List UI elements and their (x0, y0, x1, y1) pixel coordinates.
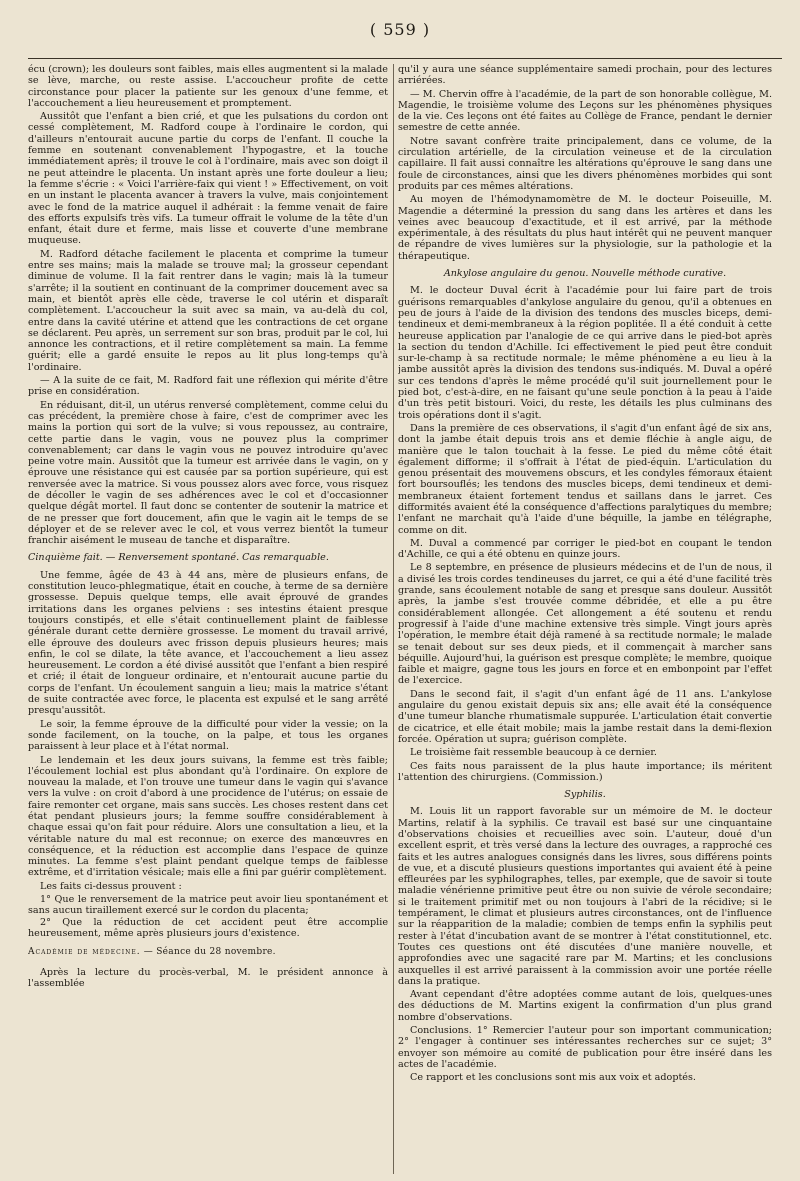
column-divider (393, 64, 394, 1174)
paragraph: M. Duval a commencé par corriger le pied-bot en coupant le tendon d'Achille, ce qui a été obtenu en quinze jours. (398, 537, 772, 561)
paragraph: qu'il y aura une séance supplémentaire samedi prochain, pour des lectures arriérées. (398, 64, 772, 87)
section-heading-cinquieme-fait: Cinquième fait. — Renversement spontané. Cas remarquable. (28, 552, 329, 564)
paragraph: Au moyen de l'hémodynamomètre de M. le docteur Poiseuille, M. Magendie a déterminé la pression du sang dans les artères et dans les veines avec beaucoup d'exactitude, et il est arrivé, par la méthode expérimentale, à des résultats du plus haut intérêt qui ne peuvent manquer de répandre de vives lumières sur la physiologie, sur la pathologie et la thérapeutique. (398, 194, 772, 262)
header-rule (28, 58, 782, 59)
paragraph: — A la suite de ce fait, M. Radford fait une réflexion qui mérite d'être prise en considération. (28, 375, 388, 398)
paragraph: Ce rapport et les conclusions sont mis aux voix et adoptés. (410, 1072, 696, 1084)
paragraph: Conclusions. 1° Remercier l'auteur pour son important communication; 2° l'engager à continuer ses intéressantes recherches sur ce sujet; 3° envoyer son mémoire au comité de publication pour être inséré dans les actes de l'académie. (398, 1025, 772, 1070)
section-heading-syphilis: Syphilis. (564, 789, 606, 801)
paragraph: écu (crown); les douleurs sont faibles, mais elles augmentent si la malade se lève, marche, ou reste assise. L'accoucheur profite de cette circonstance pour placer la patiente sur les genoux d'une femme, et l'accouchement a lieu heureusement et promptement. (28, 64, 388, 109)
paragraph: Ces faits nous paraissent de la plus haute importance; ils méritent l'attention des chirurgiens. (Commission.) (398, 760, 772, 783)
paragraph: En réduisant, dit-il, un utérus renversé complètement, comme celui du cas précédent, la première chose à faire, c'est de comprimer avec les mains la portion qui sort de la vulve; si vous repoussez, au contraire, cette partie dans le vagin, vous ne pouvez plus la comprimer convenablement; car dans le vagin vous ne pouvez introduire qu'avec peine votre main. Aussitôt que la tumeur est arrivée dans le vagin, on y éprouve une résistance qui est causée par sa portion supérieure, qui est renversée avec la matrice. Si vous poussez alors avec force, vous risquez de décoller le vagin de ses adhérences avec le col et d'occasionner quelque dégât mortel. Il faut donc se contenter de soutenir la matrice et de ne presser que fort doucement, afin que le vagin ait le temps de se déployer et de se relever avec le col, et vous verrez bientôt la tumeur franchir aisément le museau de tanche et disparaître. (28, 399, 388, 547)
left-column (28, 64, 388, 1174)
paragraph: — M. Chervin offre à l'académie, de la part de son honorable collègue, M. Magendie, le troisième volume des Leçons sur les phénomènes physiques de la vie. Ces leçons ont été faites au Collège de France, pendant le dernier semestre de cette année. (398, 88, 772, 134)
paragraph: M. Radford détache facilement le placenta et comprime la tumeur entre ses mains; mais la malade se trouve mal; la grosseur cependant diminue de volume. Il la fait rentrer dans le vagin; mais là la tumeur s'arrête; il la soutient en continuant de la comprimer doucement avec sa main, et bientôt après elle cède, traverse le col utérin et disparaît complètement. L'accoucheur la suit avec sa main, va au-delà du col, entre dans la cavité utérine et attend que les contractions de cet organe se déclarent. Peu après, un serrement sur son bras, produit par le col, lui annonce les contractions, et il retire complètement sa main. La femme guérit; elle a gardé ensuite le repos au lit plus long-temps qu'à l'ordinaire. (28, 248, 388, 373)
paragraph: Une femme, âgée de 43 à 44 ans, mère de plusieurs enfans, de constitution leuco-phlegmatique, était en couche, à terme de sa dernière grossesse. Depuis quelque temps, elle avait éprouvé de grandes irritations dans les organes pelviens : ses intestins étaient presque toujours constipés, et elle s'était continuellement plaint de faiblesse générale durant cette dernière grossesse. Le moment du travail arrivé, elle éprouve des douleurs avec frisson depuis plusieurs heures; mais enfin, le col se dilate, la tête avance, et l'accouchement a lieu assez heureusement. Le cordon a été divisé aussitôt que l'enfant a bien respiré et crié; il était de longueur ordinaire, et n'entourait aucune partie du corps de l'enfant. Un écoulement sanguin a lieu; mais la matrice s'étant de suite contractée avec force, le placenta est expulsé et le sang arrêté presqu'aussitôt. (28, 569, 388, 717)
paragraph: M. Louis lit un rapport favorable sur un mémoire de M. le docteur Martins, relatif à la syphilis. Ce travail est basé sur une cinquantaine d'observations choisies et recueillies avec soin. L'auteur, doué d'un excellent esprit, et très versé dans la lecture des ouvrages, a rapproché ces faits et les autres analogues consignés dans les livres, sous différens points de vue, et a discuté plusieurs questions importantes qui avaient été à peine effleurées par les syphilographes, telles, par exemple, que de savoir si toute maladie vénérienne primitive peut être ou non suivie de vérole secondaire; si le traitement primitif met ou non toujours à l'abri de la récidive; si le tempérament, le climat et plusieurs autres circonstances, ont de l'influence sur la réapparition de la maladie; combien de temps enfin la syphilis peut rester à l'état d'incubation avant de se montrer à l'état constitutionnel, etc. Toutes ces questions ont été discutées d'une manière nouvelle, et approfondies avec une sagacité rare par M. Martins; et les conclusions auxquelles il est arrivé paraissent à la commission avoir une portée réelle dans la pratique. (398, 806, 772, 987)
paragraph: Le lendemain et les deux jours suivans, la femme est très faible; l'écoulement lochial est plus abondant qu'à l'ordinaire. On explore de nouveau la malade, et l'on trouve une tumeur dans le vagin qui s'avance vers la vulve : on croit d'abord à une procidence de l'utérus; on essaie de faire remonter cet organe, mais sans succès. Les choses restent dans cet état pendant plusieurs jours; la femme souffre considérablement à chaque essai qu'on fait pour réduire. Alors une consultation a lieu, et la véritable nature du mal est reconnue; on exerce des manœuvres en conséquence, et la réduction est accomplie dans l'espace de quinze minutes. La femme s'est plaint pendant quelque temps de faiblesse extrême, et d'irritation vésicale; mais elle a fini par guérir complètement. (28, 754, 388, 879)
page-number: ( 559 ) (369, 20, 431, 39)
session-date: — Séance du 28 novembre. (140, 947, 276, 958)
paragraph: Aussitôt que l'enfant a bien crié, et que les pulsations du cordon ont cessé complètement, M. Radford coupe à l'ordinaire le cordon, qui d'ailleurs n'entourait aucune partie du corps de l'enfant. Il couche la femme en soutenant convenablement l'hypogastre, et la touche immédiatement après; il trouve le col à l'ordinaire, mais avec son doigt il ne peut atteindre le placenta. Un instant après une forte douleur a lieu; la femme s'écrie : « Voici l'arrière-faix qui vient ! » Effectivement, on voit en un instant le placenta avancer à travers la vulve, mais conjointement avec le fond de la matrice auquel il adhérait : la femme venait de faire des efforts expulsifs très vifs. La tumeur offrait le volume de la tête d'un enfant, était dure et ferme, mais lisse et couverte d'une membrane muqueuse. (28, 111, 388, 247)
list-item: 2° Que la réduction de cet accident peut être accomplie heureusement, même après plusieurs jours d'existence. (28, 916, 388, 939)
paragraph: Après la lecture du procès-verbal, M. le président annonce à l'assemblée (28, 966, 388, 989)
proofs-list (28, 894, 388, 939)
paragraph: Le troisième fait ressemble beaucoup à ce dernier. (410, 747, 657, 759)
right-column (398, 64, 772, 1174)
paragraph: Le soir, la femme éprouve de la difficulté pour vider la vessie; on la sonde facilement, on la touche, on la palpe, et tous les organes paraissent à leur place et à l'état normal. (28, 718, 388, 753)
paragraph: Les faits ci-dessus prouvent : (40, 880, 182, 892)
list-item: 1° Que le renversement de la matrice peut avoir lieu spontanément et sans aucun tiraillement exercé sur le cordon du placenta; (28, 894, 388, 917)
section-heading-ankylose: Ankylose angulaire du genou. Nouvelle méthode curative. (443, 268, 727, 280)
paragraph: Le 8 septembre, en présence de plusieurs médecins et de l'un de nous, il a divisé les trois cordes tendineuses du jarret, ce qui a été d'une facilité très grande, sans écoulement notable de sang et presque sans douleur. Aussitôt après, la jambe s'est trouvée comme débridée, et elle a pu être considérablement allongée. Cet allongement a été soutenu et rendu progressif à l'aide d'une machine extensive très simple. Vingt jours après l'opération, le membre était déjà ramené à sa rectitude normale; le malade se tenait debout sur ses deux pieds, et il commençait à marcher sans béquille. Aujourd'hui, la guérison est presque complète; le membre, quoique faible et maigre, gagne tous les jours en force et en embonpoint par l'effet de l'exercice. (398, 562, 772, 687)
paragraph: Notre savant confrère traite principalement, dans ce volume, de la circulation artérielle, de la circulation veineuse et de la circulation capillaire. Il fait aussi connaître les altérations qu'éprouve le sang dans une foule de circonstances, ainsi que les divers phénomènes morbides qui sont produits par ces mêmes altérations. (398, 135, 772, 192)
paragraph: M. le docteur Duval écrit à l'académie pour lui faire part de trois guérisons remarquables d'ankylose angulaire du genou, qu'il a obtenues en peu de jours à l'aide de la division des tendons des muscles biceps, demi-tendineux et demi-membraneux à la région poplitée. Il a été conduit à cette heureuse application par l'analogie de ce qui arrive dans le pied-bot après la section du tendon d'Achille. Ici effectivement le pied peut être conduit sur-le-champ à sa rectitude normale; le même phénomène a eu lieu à la jambe aussitôt après la division des tendons sus-indiqués. M. Duval a opéré sur ces tendons d'après le même procédé qu'il suit journellement pour le pied bot, c'est-à-dire, en ne faisant qu'une seule ponction à la peau à l'aide d'un très petit bistouri. Voici, du reste, les détails les plus culminans des trois opérations dont il s'agit. (398, 285, 772, 421)
academy-heading (28, 947, 388, 958)
paragraph: Dans la première de ces observations, il s'agit d'un enfant âgé de six ans, dont la jambe était depuis trois ans et demie fléchie à angle aigu, de manière que le talon touchait à la fesse. Le pied du même côté était également difforme; il s'offrait à l'état de pied-équin. L'articulation du genou présentait des mouvemens obscurs, et les condyles fémoraux étaient fort boursouflés; les tendons des muscles biceps, demi tendineux et demi-membraneux étaient fortement tendus et saillans dans le jarret. Ces difformités avaient été la conséquence d'affections paralytiques du membre; l'enfant ne marchait qu'à l'aide d'une béquille, la jambe en télégraphe, comme on dit. (398, 422, 772, 536)
academy-name: Académie de médecine. (28, 947, 141, 958)
paragraph: Dans le second fait, il s'agit d'un enfant âgé de 11 ans. L'ankylose angulaire du genou existait depuis six ans; elle avait été la conséquence d'une tumeur blanche rhumatismale suppurée. L'articulation était convertie de cicatrice, et elle était mobile; mais la jambe restait dans la demi-flexion forcée. Opération ut supra; guérison complète. (398, 688, 772, 745)
paragraph: Avant cependant d'être adoptées comme autant de lois, quelques-unes des déductions de M. Martins exigent la confirmation d'un plus grand nombre d'observations. (398, 989, 772, 1023)
